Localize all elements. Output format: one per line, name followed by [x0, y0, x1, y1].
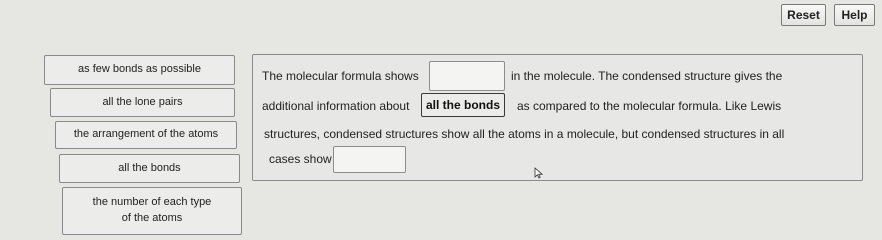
answer-chip-number-of-atoms-text: the number of each type of the atoms: [92, 196, 212, 224]
answer-chip-number-of-atoms[interactable]: [62, 187, 242, 235]
drop-target-3[interactable]: [333, 146, 406, 173]
passage-line2-before: additional information about: [262, 99, 410, 113]
mouse-pointer-icon: [534, 167, 543, 179]
answer-chip-arrangement[interactable]: the arrangement of the atoms: [55, 121, 237, 149]
drop-target-1[interactable]: [429, 61, 505, 91]
answer-chip-all-bonds[interactable]: all the bonds: [59, 154, 240, 183]
answer-chip-as-few-bonds[interactable]: as few bonds as possible: [44, 55, 235, 85]
help-button[interactable]: Help: [834, 4, 875, 26]
passage-line1-before: The molecular formula shows: [262, 69, 419, 83]
passage-line4-before: cases show: [269, 152, 332, 166]
answer-chip-lone-pairs[interactable]: all the lone pairs: [50, 88, 235, 117]
passage-line1-after: in the molecule. The condensed structure gives the: [511, 69, 783, 83]
passage-line3: structures, condensed structures show all the atoms in a molecule, but condensed structures in all: [264, 127, 785, 141]
passage-panel: [252, 54, 863, 181]
reset-button[interactable]: Reset: [781, 4, 826, 26]
drop-target-2-filled[interactable]: all the bonds: [421, 93, 505, 117]
passage-line2-after: as compared to the molecular formula. Like Lewis: [517, 99, 782, 113]
